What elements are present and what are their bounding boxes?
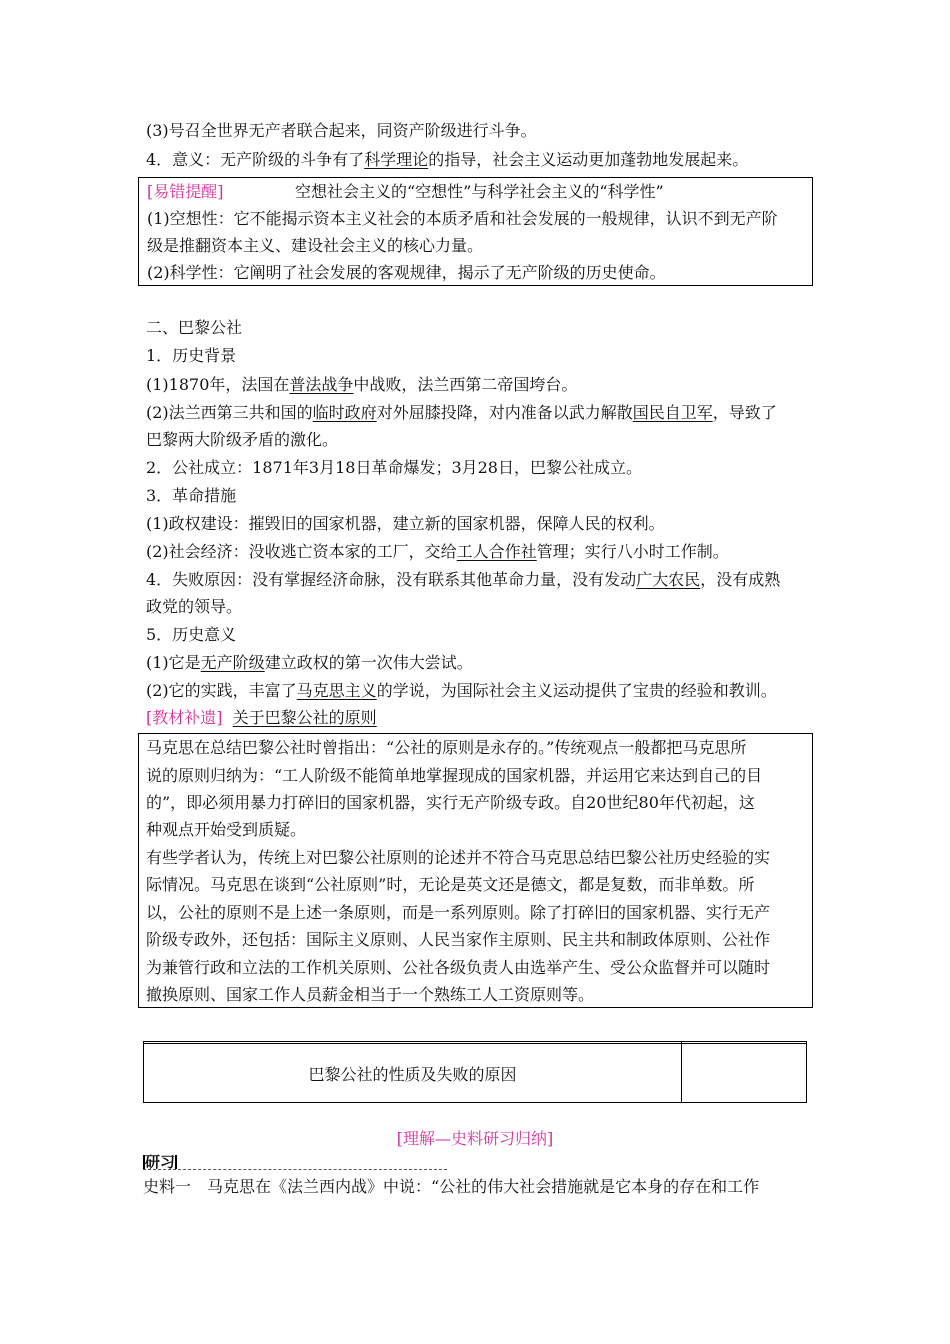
paragraph-line [146, 374, 577, 396]
supplement-line: 以，公社的原则不是上述一条原则，而是一系列原则。除了打碎旧的国家机器、实行无产 [146, 903, 771, 922]
text: (2)它的实践，丰富了 [146, 681, 297, 700]
paragraph-line [146, 541, 729, 563]
paragraph-line: 巴黎两大阶级矛盾的激化。 [146, 430, 339, 449]
divider [143, 1169, 447, 1170]
paragraph-line [146, 402, 777, 424]
tip-tag: [易错提醒] [147, 182, 224, 201]
table-cell [682, 1044, 807, 1103]
text: 4．失败原因：没有掌握经济命脉，没有联系其他革命力量，没有发动 [146, 570, 637, 589]
paragraph-line: 政党的领导。 [146, 597, 243, 616]
supplement-tag: [教材补遗] [146, 708, 223, 727]
source-material-line: 史料一 马克思在《法兰西内战》中说：“公社的伟大社会措施就是它本身的存在和工作 [143, 1177, 760, 1196]
supplement-line: 为兼管行政和立法的工作机关原则、公社各级负责人由选举产生、受公众监督并可以随时 [146, 958, 771, 977]
text: 的学说，为国际社会主义运动提供了宝贵的经验和教训。 [376, 681, 777, 700]
text: 对外屈膝投降，对内准备以武力解散 [376, 403, 633, 422]
supplement-title: 关于巴黎公社的原则 [232, 708, 377, 727]
underlined-term: 马克思主义 [296, 681, 377, 700]
tip-title: 空想社会主义的“空想性”与科学社会主义的“科学性” [295, 182, 664, 201]
subheading: 3．革命措施 [146, 486, 237, 505]
text: (2)法兰西第三共和国的 [146, 403, 313, 422]
subheading: 1．历史背景 [146, 346, 237, 365]
point-3-unite: (3)号召全世界无产者联合起来，同资产阶级进行斗争。 [146, 121, 537, 140]
supplement-line: 际情况。马克思在谈到“公社原则”时，无论是英文还是德文，都是复数，而非单数。所 [146, 875, 755, 894]
bracket-bar [175, 1155, 177, 1169]
text: (1)1870年，法国在 [146, 375, 290, 394]
underlined-term: 工人合作社 [456, 542, 537, 561]
tip-line: 级是推翻资本主义、建设社会主义的核心力量。 [147, 236, 484, 255]
paragraph-line: (1)政权建设：摧毁旧的国家机器，建立新的国家机器，保障人民的权利。 [146, 514, 665, 533]
supplement-heading [146, 707, 377, 729]
supplement-line: 有些学者认为，传统上对巴黎公社原则的论述并不符合马克思总结巴黎公社历史经验的实 [146, 848, 771, 867]
supplement-box [138, 733, 813, 1008]
underlined-term: 临时政府 [312, 403, 377, 422]
tip-line: (2)科学性：它阐明了社会发展的客观规律，揭示了无产阶级的历史使命。 [147, 263, 666, 282]
paragraph-line [146, 680, 777, 702]
tip-box [138, 177, 813, 286]
supplement-line: 撤换原则、国家工作人员薪金相当于一个熟练工人工资原则等。 [146, 985, 595, 1004]
supplement-line: 阶级专政外，还包括：国际主义原则、人民当家作主原则、民主共和制政体原则、公社作 [146, 930, 771, 949]
underlined-term: 科学理论 [364, 150, 429, 169]
supplement-line: 说的原则归纳为：“工人阶级不能简单地掌握现成的国家机器，并运用它来达到自己的目 [146, 766, 763, 785]
text: 4．意义：无产阶级的斗争有了 [146, 150, 365, 169]
underlined-term: 普法战争 [289, 375, 354, 394]
text: (1)它是 [146, 653, 201, 672]
supplement-line: 种观点开始受到质疑。 [146, 820, 307, 839]
text: ，导致了 [712, 403, 777, 422]
section-title: [理解—史料研习归纳] [396, 1129, 554, 1148]
text: 的指导，社会主义运动更加蓬勃地发展起来。 [428, 150, 749, 169]
research-label-text: 研习 [145, 1153, 176, 1171]
paragraph-line [146, 569, 780, 591]
text: 建立政权的第一次伟大尝试。 [264, 653, 473, 672]
tip-line: (1)空想性：它不能揭示资本主义社会的本质矛盾和社会发展的一般规律，认识不到无产阶 [147, 209, 778, 228]
subheading: 2．公社成立：1871年3月18日革命爆发；3月28日，巴黎公社成立。 [146, 458, 642, 477]
paragraph-line [146, 652, 473, 674]
supplement-line: 的”，即必须用暴力打碎旧的国家机器，实行无产阶级专政。自20世纪80年代初起，这 [146, 793, 755, 812]
point-4-significance [146, 149, 748, 171]
section-heading: 二、巴黎公社 [146, 318, 243, 337]
underlined-term: 国民自卫军 [632, 403, 713, 422]
text: 管理；实行八小时工作制。 [536, 542, 729, 561]
supplement-line: 马克思在总结巴黎公社时曾指出：“公社的原则是永存的。”传统观点一般都把马克思所 [146, 738, 747, 757]
table-row [144, 1044, 807, 1103]
underlined-term: 广大农民 [636, 570, 701, 589]
text: 中战败，法兰西第二帝国垮台。 [353, 375, 578, 394]
table-cell-topic: 巴黎公社的性质及失败的原因 [144, 1044, 682, 1103]
subheading: 5．历史意义 [146, 625, 237, 644]
text: (2)社会经济：没收逃亡资本家的工厂，交给 [146, 542, 457, 561]
topic-table [143, 1041, 807, 1103]
underlined-term: 无产阶级 [200, 653, 265, 672]
text: ，没有成熟 [700, 570, 781, 589]
